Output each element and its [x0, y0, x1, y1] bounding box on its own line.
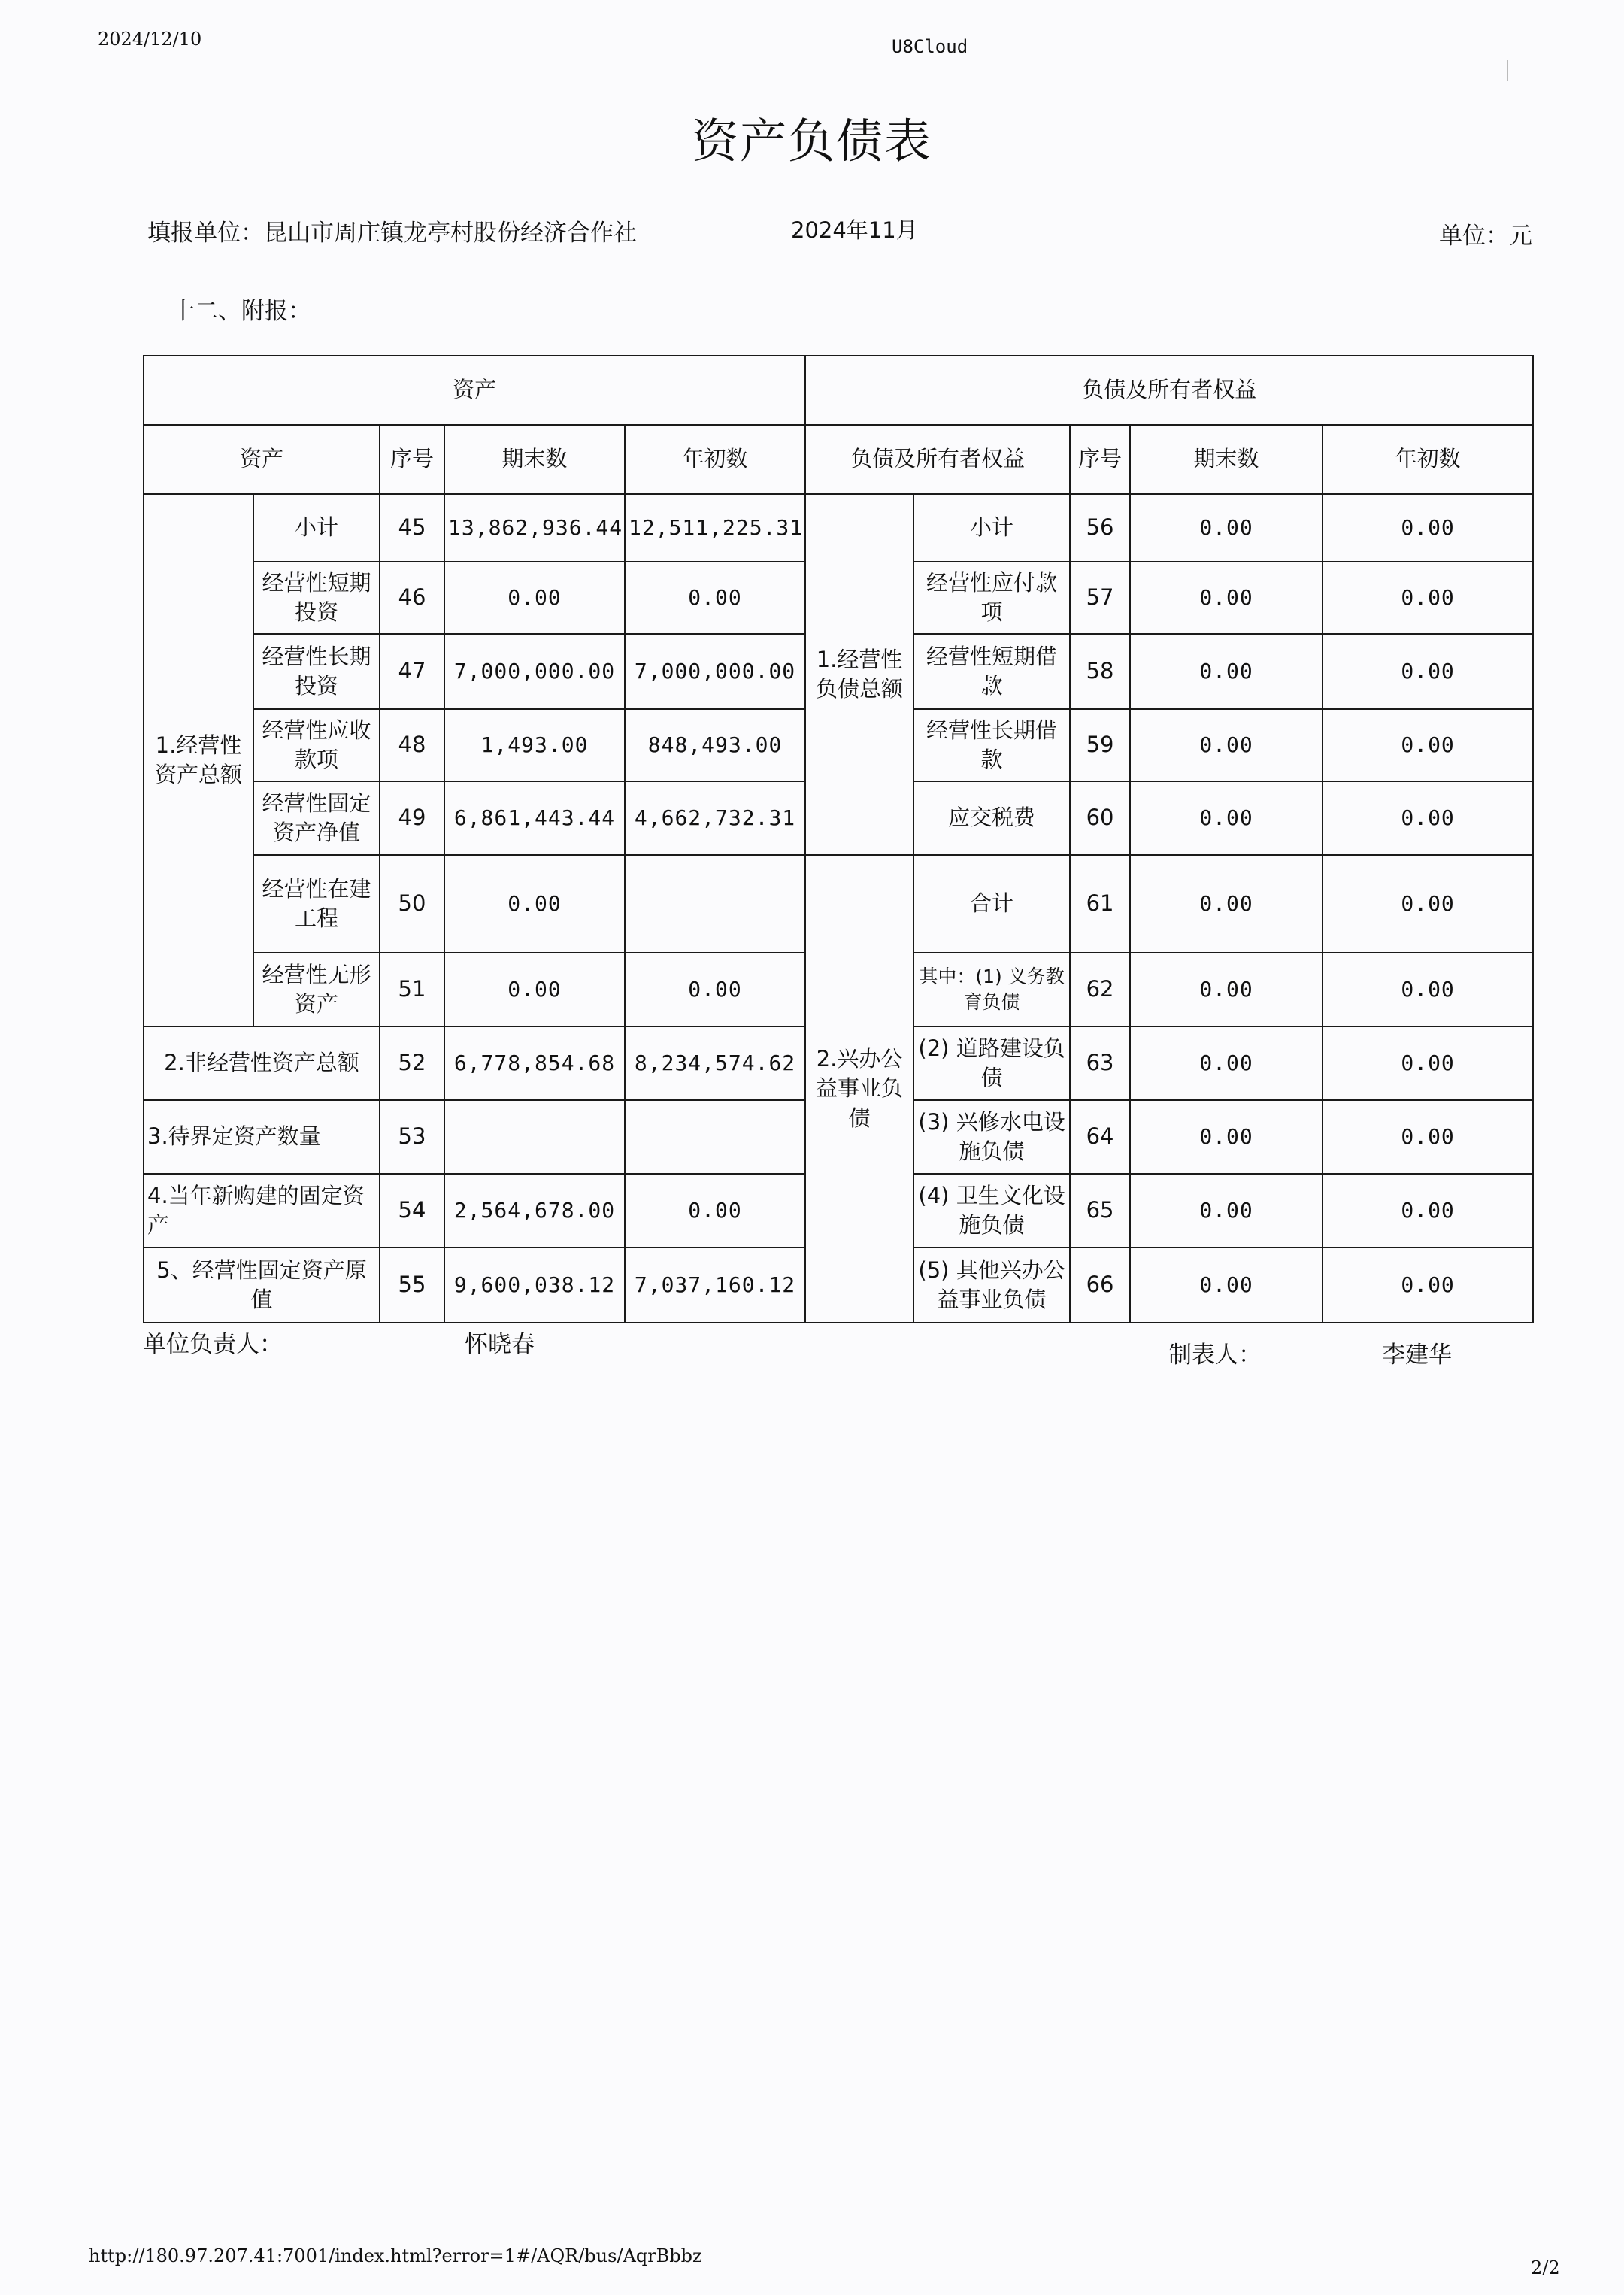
- liab-item: 小计: [914, 494, 1070, 562]
- begin2-value: 0.00: [1323, 562, 1533, 634]
- liab-item: 合计: [914, 855, 1070, 953]
- asset-item: 4.当年新购建的固定资产: [144, 1174, 380, 1248]
- scan-mark: [1507, 60, 1508, 81]
- balance-sheet-table: [143, 355, 1534, 1323]
- begin2-value: 0.00: [1323, 781, 1533, 855]
- column-header-row: [144, 425, 1533, 494]
- seq2-cell: 60: [1070, 781, 1130, 855]
- begin2-value: 0.00: [1323, 709, 1533, 781]
- seq-cell: 49: [380, 781, 444, 855]
- report-period: 2024年11月: [791, 217, 918, 243]
- end2-value: 0.00: [1130, 1248, 1323, 1323]
- begin2-value: 0.00: [1323, 1026, 1533, 1100]
- col-header-begin: 年初数: [625, 425, 805, 494]
- col-header-begin2: 年初数: [1323, 425, 1533, 494]
- col-header-end: 期末数: [444, 425, 625, 494]
- begin-value: 4,662,732.31: [625, 781, 805, 855]
- signature-preparer-label: 制表人：: [1168, 1342, 1262, 1369]
- liab-item: 经营性短期借款: [914, 634, 1070, 709]
- seq-cell: 51: [380, 953, 444, 1026]
- page-number: 2/2: [1531, 2257, 1560, 2278]
- end-value: [444, 1100, 625, 1174]
- begin2-value: 0.00: [1323, 1248, 1533, 1323]
- table-row: [144, 855, 1533, 953]
- asset-item: 5、经营性固定资产原值: [144, 1248, 380, 1323]
- liab-group-public-welfare: 2.兴办公益事业负债: [805, 855, 914, 1323]
- end-value: 9,600,038.12: [444, 1248, 625, 1323]
- end2-value: 0.00: [1130, 562, 1323, 634]
- end2-value: 0.00: [1130, 709, 1323, 781]
- asset-item: 小计: [253, 494, 380, 562]
- seq-cell: 54: [380, 1174, 444, 1248]
- end-value: 7,000,000.00: [444, 634, 625, 709]
- begin-value: 0.00: [625, 1174, 805, 1248]
- begin-value: 0.00: [625, 562, 805, 634]
- begin-value: 12,511,225.31: [625, 494, 805, 562]
- signature-head-label: 单位负责人：: [143, 1331, 283, 1358]
- liab-item: 其中：(1) 义务教育负债: [914, 953, 1070, 1026]
- seq2-cell: 56: [1070, 494, 1130, 562]
- liab-group-operating: 1.经营性负债总额: [805, 494, 914, 855]
- liab-item: (3) 兴修水电设施负债: [914, 1100, 1070, 1174]
- end2-value: 0.00: [1130, 1026, 1323, 1100]
- begin2-value: 0.00: [1323, 634, 1533, 709]
- seq2-cell: 62: [1070, 953, 1130, 1026]
- seq2-cell: 57: [1070, 562, 1130, 634]
- footer-url: http://180.97.207.41:7001/index.html?error=1#/AQR/bus/AqrBbbz: [89, 2245, 702, 2266]
- asset-item: 经营性在建工程: [253, 855, 380, 953]
- end-value: 2,564,678.00: [444, 1174, 625, 1248]
- begin2-value: 0.00: [1323, 1174, 1533, 1248]
- end2-value: 0.00: [1130, 1174, 1323, 1248]
- end2-value: 0.00: [1130, 781, 1323, 855]
- liab-item: (2) 道路建设负债: [914, 1026, 1070, 1100]
- reporting-unit: 填报单位：昆山市周庄镇龙亭村股份经济合作社: [147, 220, 637, 247]
- asset-item: 2.非经营性资产总额: [144, 1026, 380, 1100]
- seq-cell: 45: [380, 494, 444, 562]
- asset-item: 经营性短期投资: [253, 562, 380, 634]
- liab-item: (4) 卫生文化设施负债: [914, 1174, 1070, 1248]
- seq-cell: 52: [380, 1026, 444, 1100]
- begin-value: [625, 855, 805, 953]
- end-value: 0.00: [444, 562, 625, 634]
- seq2-cell: 59: [1070, 709, 1130, 781]
- liab-item: 应交税费: [914, 781, 1070, 855]
- end-value: 1,493.00: [444, 709, 625, 781]
- liab-item: 经营性应付款项: [914, 562, 1070, 634]
- seq2-cell: 63: [1070, 1026, 1130, 1100]
- begin-value: 7,037,160.12: [625, 1248, 805, 1323]
- begin2-value: 0.00: [1323, 494, 1533, 562]
- seq2-cell: 66: [1070, 1248, 1130, 1323]
- asset-item: 3.待界定资产数量: [144, 1100, 380, 1174]
- end2-value: 0.00: [1130, 855, 1323, 953]
- seq-cell: 55: [380, 1248, 444, 1323]
- table-row: [144, 494, 1533, 562]
- end-value: 6,861,443.44: [444, 781, 625, 855]
- asset-group-operating: 1.经营性资产总额: [144, 494, 253, 1026]
- begin2-value: 0.00: [1323, 953, 1533, 1026]
- end2-value: 0.00: [1130, 494, 1323, 562]
- section-heading: 十二、附报：: [171, 298, 311, 325]
- print-date: 2024/12/10: [98, 29, 202, 50]
- seq2-cell: 64: [1070, 1100, 1130, 1174]
- seq-cell: 48: [380, 709, 444, 781]
- col-header-end2: 期末数: [1130, 425, 1323, 494]
- group-header-assets: 资产: [144, 356, 805, 425]
- col-header-seq2: 序号: [1070, 425, 1130, 494]
- begin2-value: 0.00: [1323, 855, 1533, 953]
- begin-value: 848,493.00: [625, 709, 805, 781]
- end2-value: 0.00: [1130, 634, 1323, 709]
- asset-item: 经营性无形资产: [253, 953, 380, 1026]
- col-header-liabilities: 负债及所有者权益: [805, 425, 1070, 494]
- seq-cell: 53: [380, 1100, 444, 1174]
- seq-cell: 50: [380, 855, 444, 953]
- seq-cell: 46: [380, 562, 444, 634]
- asset-item: 经营性固定资产净值: [253, 781, 380, 855]
- col-header-seq: 序号: [380, 425, 444, 494]
- signature-preparer-name: 李建华: [1382, 1342, 1452, 1369]
- begin-value: 7,000,000.00: [625, 634, 805, 709]
- begin2-value: 0.00: [1323, 1100, 1533, 1174]
- group-header-row: [144, 356, 1533, 425]
- end-value: 0.00: [444, 855, 625, 953]
- signature-head-name: 怀晓春: [465, 1331, 535, 1358]
- seq2-cell: 61: [1070, 855, 1130, 953]
- document-title: 资产负债表: [691, 114, 932, 168]
- seq2-cell: 65: [1070, 1174, 1130, 1248]
- seq2-cell: 58: [1070, 634, 1130, 709]
- end-value: 0.00: [444, 953, 625, 1026]
- liab-item: 经营性长期借款: [914, 709, 1070, 781]
- system-name: U8Cloud: [892, 36, 968, 57]
- end2-value: 0.00: [1130, 953, 1323, 1026]
- group-header-liabilities: 负债及所有者权益: [805, 356, 1533, 425]
- end-value: 6,778,854.68: [444, 1026, 625, 1100]
- seq-cell: 47: [380, 634, 444, 709]
- begin-value: 0.00: [625, 953, 805, 1026]
- col-header-assets: 资产: [144, 425, 380, 494]
- end-value: 13,862,936.44: [444, 494, 625, 562]
- end2-value: 0.00: [1130, 1100, 1323, 1174]
- begin-value: 8,234,574.62: [625, 1026, 805, 1100]
- currency-unit: 单位：元: [1439, 223, 1532, 250]
- begin-value: [625, 1100, 805, 1174]
- asset-item: 经营性长期投资: [253, 634, 380, 709]
- asset-item: 经营性应收款项: [253, 709, 380, 781]
- liab-item: (5) 其他兴办公益事业负债: [914, 1248, 1070, 1323]
